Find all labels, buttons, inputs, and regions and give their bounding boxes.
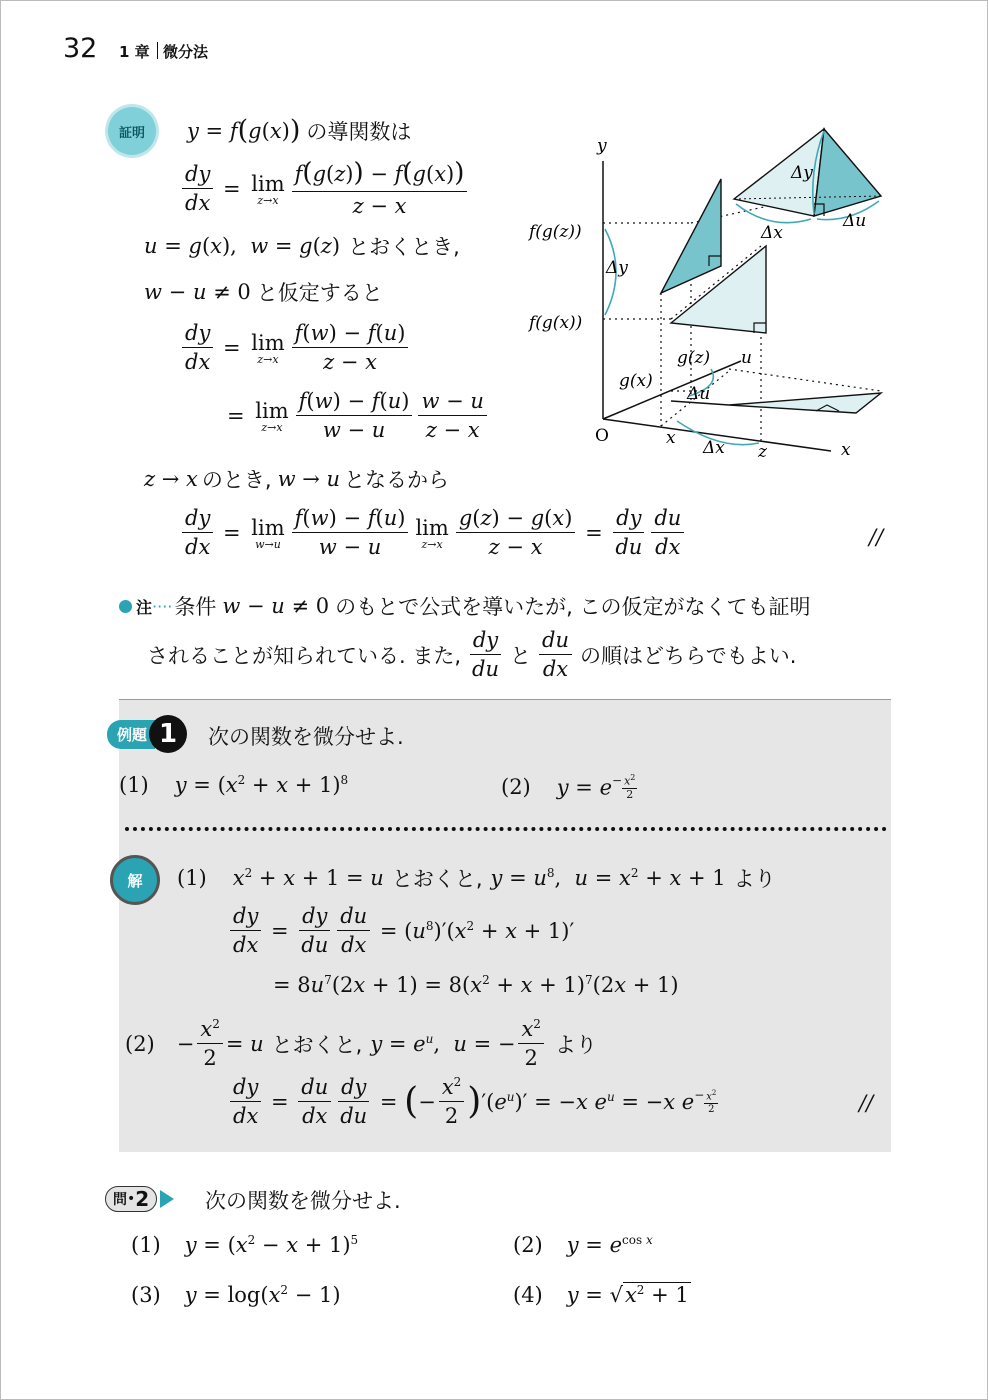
proof-badge-label: 証明 (118, 125, 145, 141)
triangle-vertical (661, 179, 721, 293)
label-dx-bottom: Δx (703, 438, 725, 458)
question-item-2: (2) $y = e^{cos x}$ (513, 1233, 653, 1257)
proof-line-1: y = f ( g ( x ) ) の導関数は (187, 115, 412, 146)
section-title: 微分法 (163, 43, 209, 61)
proof-line-4: w − u ≠ 0 と仮定すると (144, 277, 383, 307)
example-end-mark: // (859, 1091, 874, 1115)
question-title: 次の関数を微分せよ. (205, 1189, 401, 1213)
note-dots: ···· (152, 596, 173, 616)
proof-text-1: の導関数は (306, 119, 412, 144)
example-badge-number: 1 (149, 715, 187, 753)
formula: y (187, 118, 199, 143)
proof-badge (108, 107, 156, 155)
label-gx: g(x) (619, 371, 653, 391)
label-fgx: f(g(x)) (529, 313, 583, 333)
question-item-3: (3) $y = \log(x^2 - 1)$ (131, 1283, 341, 1307)
label-origin: O (595, 426, 609, 446)
pyramid-face-right (814, 129, 881, 216)
dotted-divider (125, 827, 887, 831)
solution-badge (110, 855, 160, 905)
question-item-1: (1) $y = (x^2 - x + 1)^5$ (131, 1233, 359, 1257)
example-item-1: (1) $y = (x^2 + x + 1)^8$ (119, 773, 349, 797)
label-z-point: z (758, 442, 767, 462)
proof-text-3: とおくとき, (348, 235, 460, 259)
proof-line-3: u = g(x), w = g(z) とおくとき, (144, 231, 460, 261)
proof-line-5: $\frac{dy}{dx}$ = lim z→x $\frac{f(w) - f(u)}{z - x}$ (179, 321, 411, 374)
header-divider (157, 42, 158, 59)
example-badge-label: 例題 (107, 720, 155, 749)
proof-line-8: $\frac{dy}{dx}$ = lim w→u $\frac{f(w) - f(u)}{w - u}$ lim z→x $\frac{g(z) - g(x)}{z - x}$ = $\frac{dy}{du}$ $\frac{du}{dx}$ (179, 506, 687, 559)
solution-1-line-1: (1) $x^2 + x + 1 = u$ とおくと, $y = u^8$, $u = x^2 + x + 1$ より (177, 866, 776, 891)
proof-end-mark: // (869, 525, 884, 549)
solution-1-line-2: $\frac{dy}{dx}$ = $\frac{dy}{du}$ $\frac{du}{dx}$ = $(u^8)'(x^2 + x + 1)'$ (227, 904, 574, 957)
label-dx-top: Δx (761, 223, 783, 243)
label-u: u (741, 348, 752, 368)
note-line-1: 注 ···· 条件 w − u ≠ 0 のもとで公式を導いたが, この仮定がなくても証明 (119, 591, 811, 621)
label-y-axis: y (597, 136, 607, 156)
play-arrow-icon (160, 1190, 174, 1208)
chapter-label: 1 章 (119, 43, 150, 61)
label-dy-top: Δy (791, 163, 813, 183)
example-item-2: (2) y = e− $\frac{x^2}{2}$ (501, 773, 636, 802)
proof-line-6: = lim z→x $\frac{f(w) - f(u)}{w - u}$ $\frac{w - u}{z - x}$ (227, 389, 490, 442)
proof-text-4: と仮定すると (256, 281, 383, 305)
label-du-mid: Δu (687, 384, 711, 404)
example-badge (107, 720, 187, 748)
label-fgz: f(g(z)) (529, 222, 582, 242)
proof-line-2: $\frac{dy}{dx}$ = lim z→x $\frac{f(g(z)) - f(g(x))}{z - x}$ (179, 159, 470, 218)
triangle-flat (729, 393, 881, 413)
question-item-4: (4) $y = √x^2 + 1$ (513, 1283, 689, 1307)
note-bullet-icon (119, 600, 132, 613)
solution-2-line-1: (2) − $\frac{x^2}{2}$ = u とおくと, $y = e^u$, u = − $\frac{x^2}{2}$ より (125, 1017, 597, 1071)
note-line-2: されることが知られている. また, $\frac{dy}{du}$ と $\frac{du}{dx}$ の順はどちらでもよい. (147, 628, 797, 682)
label-x-axis: x (841, 440, 851, 460)
solution-badge-label: 解 (127, 871, 143, 890)
question-badge (105, 1186, 174, 1212)
label-gz: g(z) (677, 348, 711, 368)
solution-2-line-2: $\frac{dy}{dx}$ = $\frac{du}{dx}$ $\frac{dy}{du}$ = ( − $\frac{x^2}{2}$ ) $'(e^u)' = -x$ $e^u = -x$ e− $\frac{x^2}{2}$ (227, 1075, 718, 1128)
note-label: 注 (136, 597, 153, 617)
example-title: 次の関数を微分せよ. (208, 725, 404, 749)
label-dy-left: Δy (606, 258, 628, 278)
question-badge-pill: 問 • 2 (105, 1186, 157, 1212)
label-du-top: Δu (843, 211, 867, 231)
figure-3d-diagram (521, 121, 901, 471)
proof-line-7: z → x のとき, w → u となるから (144, 467, 450, 492)
label-x-point: x (666, 428, 676, 448)
page-number: 32 (63, 33, 98, 64)
solution-1-line-3: = $8u^7(2x + 1) = 8(x^2 + x + 1)^7(2x + 1)$ (273, 973, 679, 997)
